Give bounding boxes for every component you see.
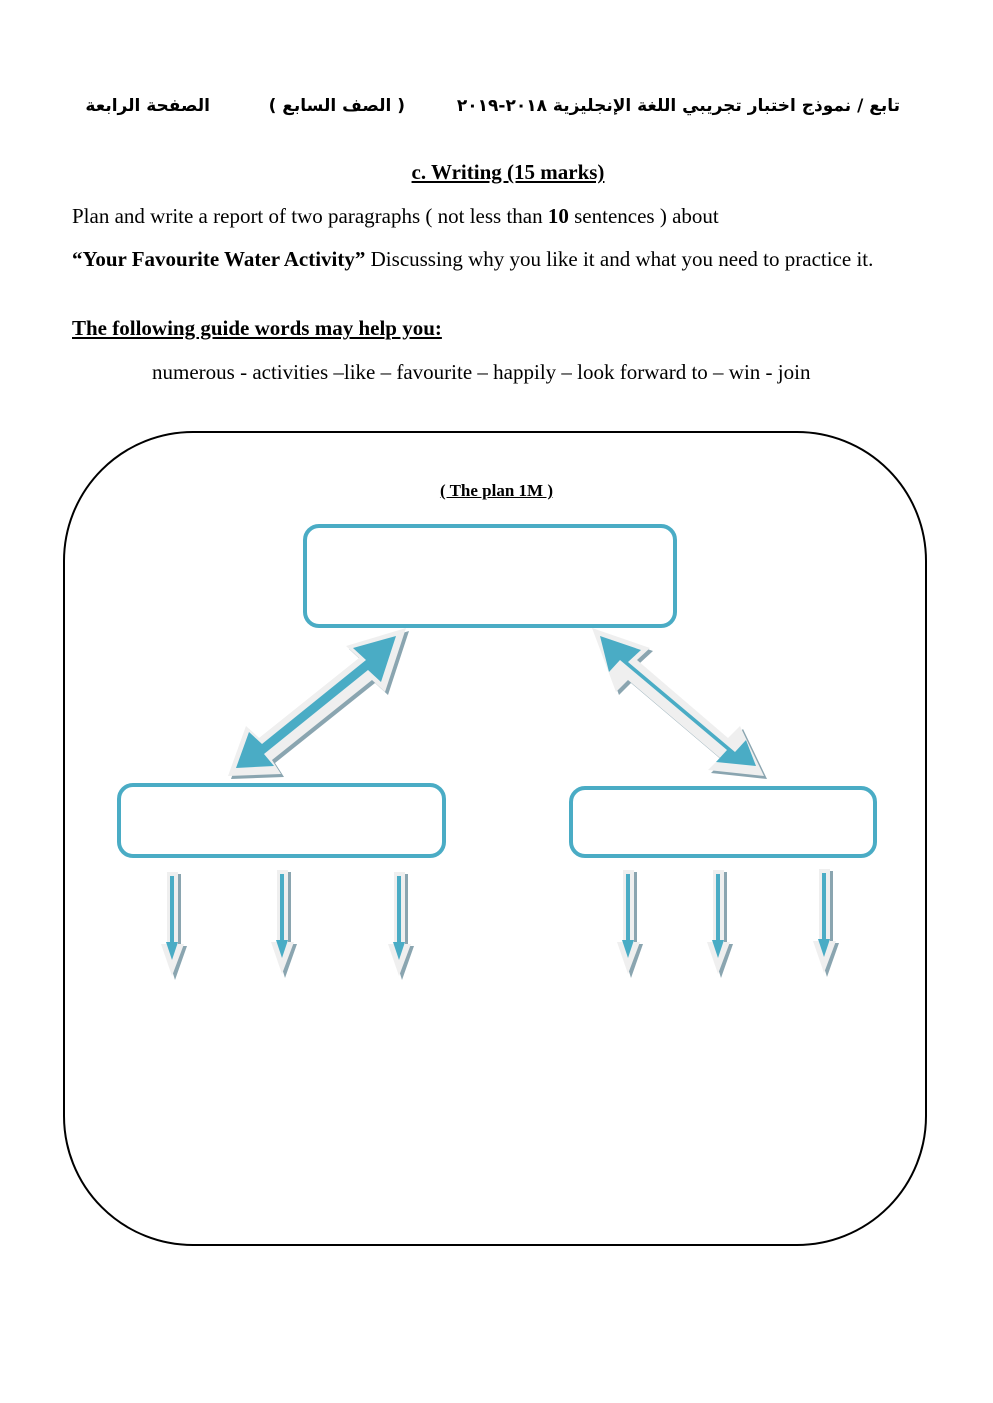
plan-box-paragraph-1[interactable] (117, 783, 446, 858)
down-arrow-icon (161, 872, 187, 980)
topic-description: Discussing why you like it and what you need to practice it. (365, 247, 874, 271)
plan-label: ( The plan 1M ) (439, 481, 554, 500)
plan-box-paragraph-2[interactable] (569, 786, 877, 858)
guide-words-list: numerous - activities –like – favourite – happily – look forward to – win - join (152, 360, 811, 384)
page-label: الصفحة الرابعة (85, 96, 210, 116)
down-arrow-icon (388, 872, 414, 980)
section-title: c. Writing (15 marks) (411, 160, 605, 184)
topic-title: “Your Favourite Water Activity” (72, 247, 366, 271)
instruction-text: Plan and write a report of two paragraphs ( not less than (72, 204, 548, 228)
down-arrow-icon (271, 870, 297, 978)
exam-title: تابع / نموذج اختبار تجريبي اللغة الإنجليزية ٢٠١٨-٢٠١٩ (456, 96, 900, 116)
down-arrow-icon (707, 870, 733, 978)
grade-label: ( الصف السابع ) (268, 96, 405, 116)
double-arrow-right-icon (592, 628, 767, 779)
down-arrow-icon (617, 870, 643, 978)
guide-words-title: The following guide words may help you: (72, 316, 442, 340)
down-arrow-icon (813, 869, 839, 977)
plan-box-main-idea[interactable] (303, 524, 677, 628)
instruction-text-end: sentences ) about (568, 204, 719, 228)
sentence-count: 10 (547, 204, 569, 228)
double-arrow-left-icon (228, 628, 409, 779)
